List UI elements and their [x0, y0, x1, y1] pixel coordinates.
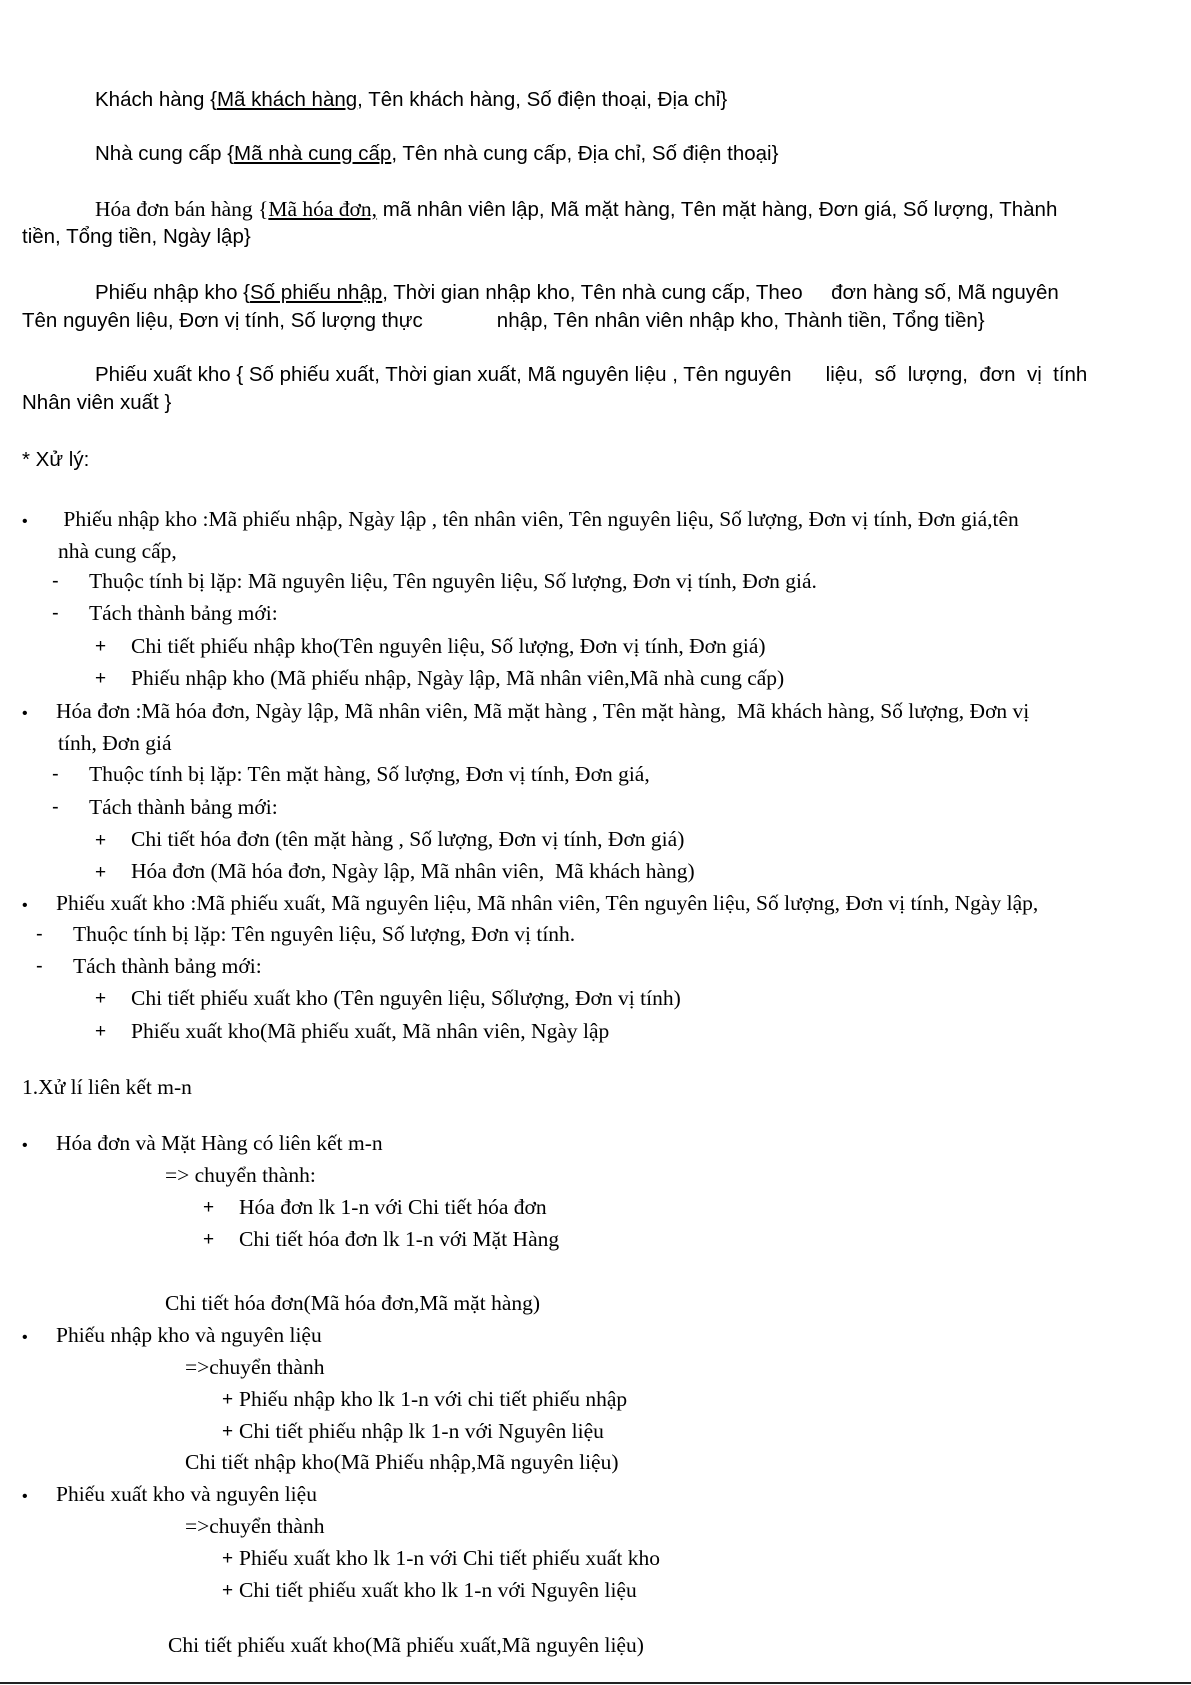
xu-ly-heading: * Xử lý:	[22, 448, 90, 471]
entity-hoa-don-ban-hang-line2: tiền, Tổng tiền, Ngày lập}	[22, 225, 251, 248]
plus-icon: +	[222, 1548, 234, 1569]
entity-attributes: , Tên nhà cung cấp, Địa chỉ, Số điện thoại}	[391, 142, 779, 165]
mn-heading: 1.Xử lí liên kết m-n	[22, 1075, 192, 1099]
plus-icon: +	[95, 862, 107, 883]
plus-icon: +	[222, 1580, 234, 1601]
entity-prefix: Khách hàng {	[95, 88, 217, 111]
bullet-icon: •	[22, 705, 28, 722]
entity-phieu-nhap-kho	[95, 283, 1059, 304]
mn-item: Phiếu nhập kho lk 1-n với chi tiết phiếu nhập	[239, 1387, 628, 1411]
dash-icon: -	[52, 796, 59, 818]
new-table: Hóa đơn (Mã hóa đơn, Ngày lập, Mã nhân viên, Mã khách hàng)	[131, 859, 695, 883]
entity-khach-hang	[95, 90, 727, 111]
xu-ly-hoa-don-line2: tính, Đơn giá	[58, 731, 172, 755]
new-table: Phiếu nhập kho (Mã phiếu nhập, Ngày lập, Mã nhân viên,Mã nhà cung cấp)	[131, 666, 785, 690]
dash-icon: -	[52, 763, 59, 785]
entity-prefix: Hóa đơn bán hàng {	[95, 197, 269, 221]
mn-result: Chi tiết hóa đơn(Mã hóa đơn,Mã mặt hàng)	[165, 1291, 541, 1315]
dash-icon: -	[36, 923, 43, 945]
new-table: Chi tiết phiếu xuất kho (Tên nguyên liệu, Sốlượng, Đơn vị tính)	[131, 986, 681, 1010]
dash-icon: -	[52, 570, 59, 592]
mn-arrow: =>chuyển thành	[185, 1514, 325, 1538]
mn-arrow: => chuyển thành:	[165, 1163, 316, 1187]
bullet-icon: •	[22, 513, 28, 530]
entity-phieu-nhap-kho-line2: Tên nguyên liệu, Đơn vị tính, Số lượng thực nhập, Tên nhân viên nhập kho, Thành tiền, Tổng tiền}	[22, 309, 985, 332]
entity-phieu-xuat-kho-line2: Nhân viên xuất }	[22, 391, 172, 414]
dash-icon: -	[52, 602, 59, 624]
entity-key: Mã nhà cung cấp	[234, 142, 392, 165]
entity-attributes: , Thời gian nhập kho, Tên nhà cung cấp, Theo đơn hàng số, Mã nguyên	[382, 281, 1059, 304]
new-table: Phiếu xuất kho(Mã phiếu xuất, Mã nhân viên, Ngày lập	[131, 1019, 610, 1043]
entity-prefix: Nhà cung cấp {	[95, 142, 235, 165]
bullet-icon: •	[22, 1329, 28, 1346]
mn-item: Chi tiết hóa đơn lk 1-n với Mặt Hàng	[239, 1227, 560, 1251]
entity-nha-cung-cap	[95, 144, 778, 165]
page-bottom-rule	[0, 1682, 1191, 1684]
entity-key: Mã hóa đơn,	[268, 197, 378, 221]
bullet-icon: •	[22, 1488, 28, 1505]
mn-arrow: =>chuyển thành	[185, 1355, 325, 1379]
entity-key: Số phiếu nhập	[250, 281, 383, 304]
entity-prefix: Phiếu nhập kho {	[95, 281, 251, 304]
plus-icon: +	[95, 988, 107, 1009]
entity-key: Mã khách hàng	[216, 88, 358, 111]
new-table: Chi tiết hóa đơn (tên mặt hàng , Số lượng, Đơn vị tính, Đơn giá)	[131, 827, 685, 851]
bullet-icon: •	[22, 1137, 28, 1154]
repeated-attributes: Thuộc tính bị lặp: Mã nguyên liệu, Tên nguyên liệu, Số lượng, Đơn vị tính, Đơn giá.	[89, 569, 817, 593]
mn-result: Chi tiết nhập kho(Mã Phiếu nhập,Mã nguyên liệu)	[185, 1450, 619, 1474]
entity-phieu-xuat-kho: Phiếu xuất kho { Số phiếu xuất, Thời gian xuất, Mã nguyên liệu , Tên nguyên liệu, số lượng, đơn vị tính	[95, 363, 1088, 386]
split-heading: Tách thành bảng mới:	[73, 954, 262, 978]
mn-result: Chi tiết phiếu xuất kho(Mã phiếu xuất,Mã nguyên liệu)	[168, 1633, 644, 1657]
mn-title: Hóa đơn và Mặt Hàng có liên kết m-n	[56, 1131, 383, 1155]
xu-ly-phieu-nhap-kho: Phiếu nhập kho :Mã phiếu nhập, Ngày lập , tên nhân viên, Tên nguyên liệu, Số lượng, Đơn vị tính, Đơn giá,tên	[58, 507, 1019, 531]
mn-title: Phiếu xuất kho và nguyên liệu	[56, 1482, 317, 1506]
entity-attributes: , Tên khách hàng, Số điện thoại, Địa chỉ}	[357, 88, 728, 111]
mn-item: Chi tiết phiếu nhập lk 1-n với Nguyên liệu	[239, 1419, 604, 1443]
new-table: Chi tiết phiếu nhập kho(Tên nguyên liệu, Số lượng, Đơn vị tính, Đơn giá)	[131, 634, 766, 658]
mn-item: Phiếu xuất kho lk 1-n với Chi tiết phiếu xuất kho	[239, 1546, 661, 1570]
repeated-attributes: Thuộc tính bị lặp: Tên nguyên liệu, Số lượng, Đơn vị tính.	[73, 922, 576, 946]
repeated-attributes: Thuộc tính bị lặp: Tên mặt hàng, Số lượng, Đơn vị tính, Đơn giá,	[89, 762, 650, 786]
plus-icon: +	[95, 1021, 107, 1042]
xu-ly-phieu-nhap-kho-line2: nhà cung cấp,	[58, 539, 177, 563]
xu-ly-phieu-xuat-kho: Phiếu xuất kho :Mã phiếu xuất, Mã nguyên liệu, Mã nhân viên, Tên nguyên liệu, Số lượng, Đơn vị tính, Ngày lập,	[56, 891, 1039, 915]
split-heading: Tách thành bảng mới:	[89, 601, 278, 625]
bullet-icon: •	[22, 897, 28, 914]
plus-icon: +	[95, 668, 107, 689]
xu-ly-hoa-don: Hóa đơn :Mã hóa đơn, Ngày lập, Mã nhân viên, Mã mặt hàng , Tên mặt hàng, Mã khách hàng, Số lượng, Đơn vị	[56, 699, 1030, 723]
plus-icon: +	[203, 1197, 215, 1218]
plus-icon: +	[203, 1229, 215, 1250]
entity-attributes: mã nhân viên lập, Mã mặt hàng, Tên mặt hàng, Đơn giá, Số lượng, Thành	[377, 198, 1058, 221]
dash-icon: -	[36, 955, 43, 977]
split-heading: Tách thành bảng mới:	[89, 795, 278, 819]
mn-title: Phiếu nhập kho và nguyên liệu	[56, 1323, 322, 1347]
mn-item: Hóa đơn lk 1-n với Chi tiết hóa đơn	[239, 1195, 547, 1219]
plus-icon: +	[222, 1421, 234, 1442]
entity-hoa-don-ban-hang	[95, 199, 1057, 221]
plus-icon: +	[222, 1389, 234, 1410]
plus-icon: +	[95, 830, 107, 851]
mn-item: Chi tiết phiếu xuất kho lk 1-n với Nguyên liệu	[239, 1578, 637, 1602]
plus-icon: +	[95, 636, 107, 657]
